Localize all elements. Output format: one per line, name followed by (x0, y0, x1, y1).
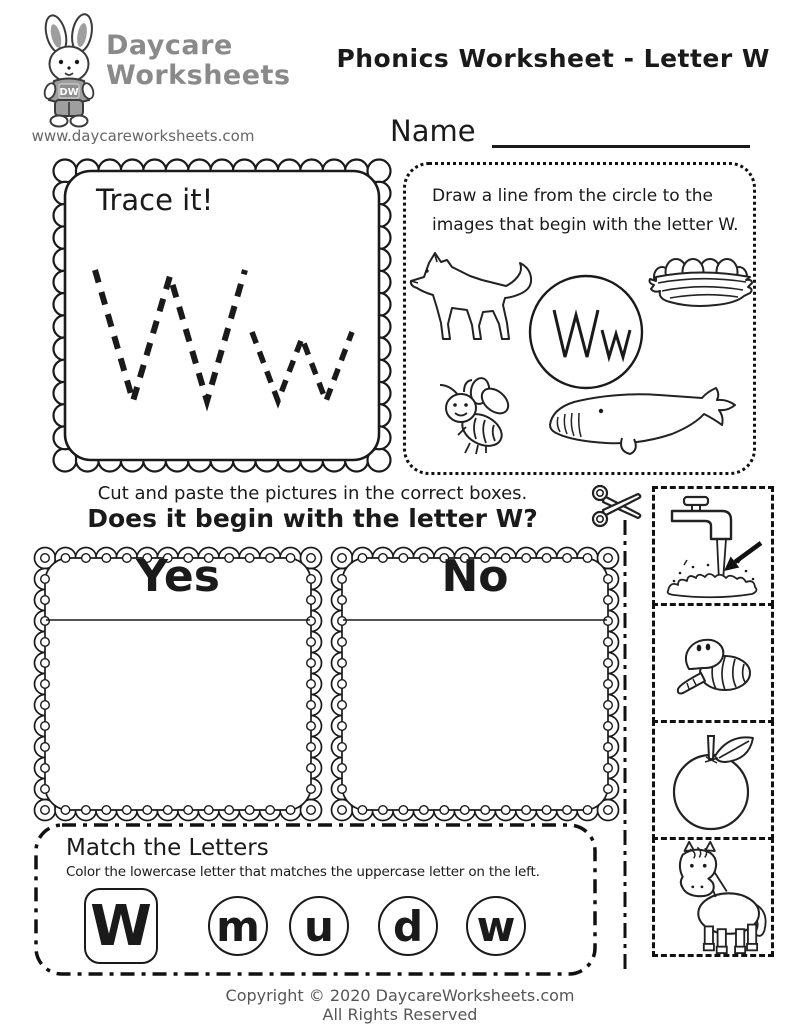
arrow-icon (724, 543, 761, 571)
mascot-initials: DW (59, 87, 79, 98)
rights-line: All Rights Reserved (322, 1005, 478, 1024)
brand-line1: Daycare (106, 30, 233, 61)
cut-line (615, 518, 635, 978)
footer (0, 986, 800, 1024)
water-image (660, 493, 766, 599)
name-label: Name (390, 114, 476, 148)
letter-circle (524, 270, 649, 395)
brand-url: www.daycareworksheets.com (31, 127, 255, 145)
horse-image (658, 840, 768, 954)
orange-image (669, 728, 757, 832)
page-title: Phonics Worksheet - Letter W (336, 44, 770, 73)
cutout-box-horse (652, 837, 774, 957)
match-instruction: Color the lowercase letter that matches the uppercase letter on the left. (66, 864, 540, 880)
draw-instruction: Draw a line from the circle to the images that begin with the letter W. (432, 186, 739, 235)
copyright-line: Copyright © 2020 DaycareWorksheets.com (225, 986, 575, 1005)
yes-label: Yes (136, 551, 220, 602)
begin-with-question: Does it begin with the letter W? (87, 504, 538, 533)
nest-image (646, 253, 758, 317)
bunny-mascot-icon (34, 13, 106, 132)
brand-line2: Worksheets (106, 60, 291, 91)
name-blank-line (492, 112, 750, 148)
match-option-w: w (466, 896, 526, 956)
cutout-box-worm (652, 603, 774, 723)
trace-title: Trace it! (96, 183, 214, 217)
whale-image (544, 383, 749, 471)
bee-image (428, 375, 516, 463)
match-option-m: m (208, 896, 268, 956)
match-option-d: d (378, 896, 438, 956)
no-label: No (441, 551, 509, 602)
match-title: Match the Letters (66, 835, 269, 861)
match-uppercase-letter: W (84, 888, 158, 964)
name-row (390, 112, 750, 148)
cutout-box-water (652, 486, 774, 606)
draw-line-box (403, 162, 756, 475)
worm-image (663, 623, 763, 703)
brand-name (106, 31, 291, 91)
match-option-u: u (289, 896, 349, 956)
cutout-box-orange (652, 720, 774, 840)
cut-paste-instruction: Cut and paste the pictures in the correct boxes. (97, 483, 528, 504)
